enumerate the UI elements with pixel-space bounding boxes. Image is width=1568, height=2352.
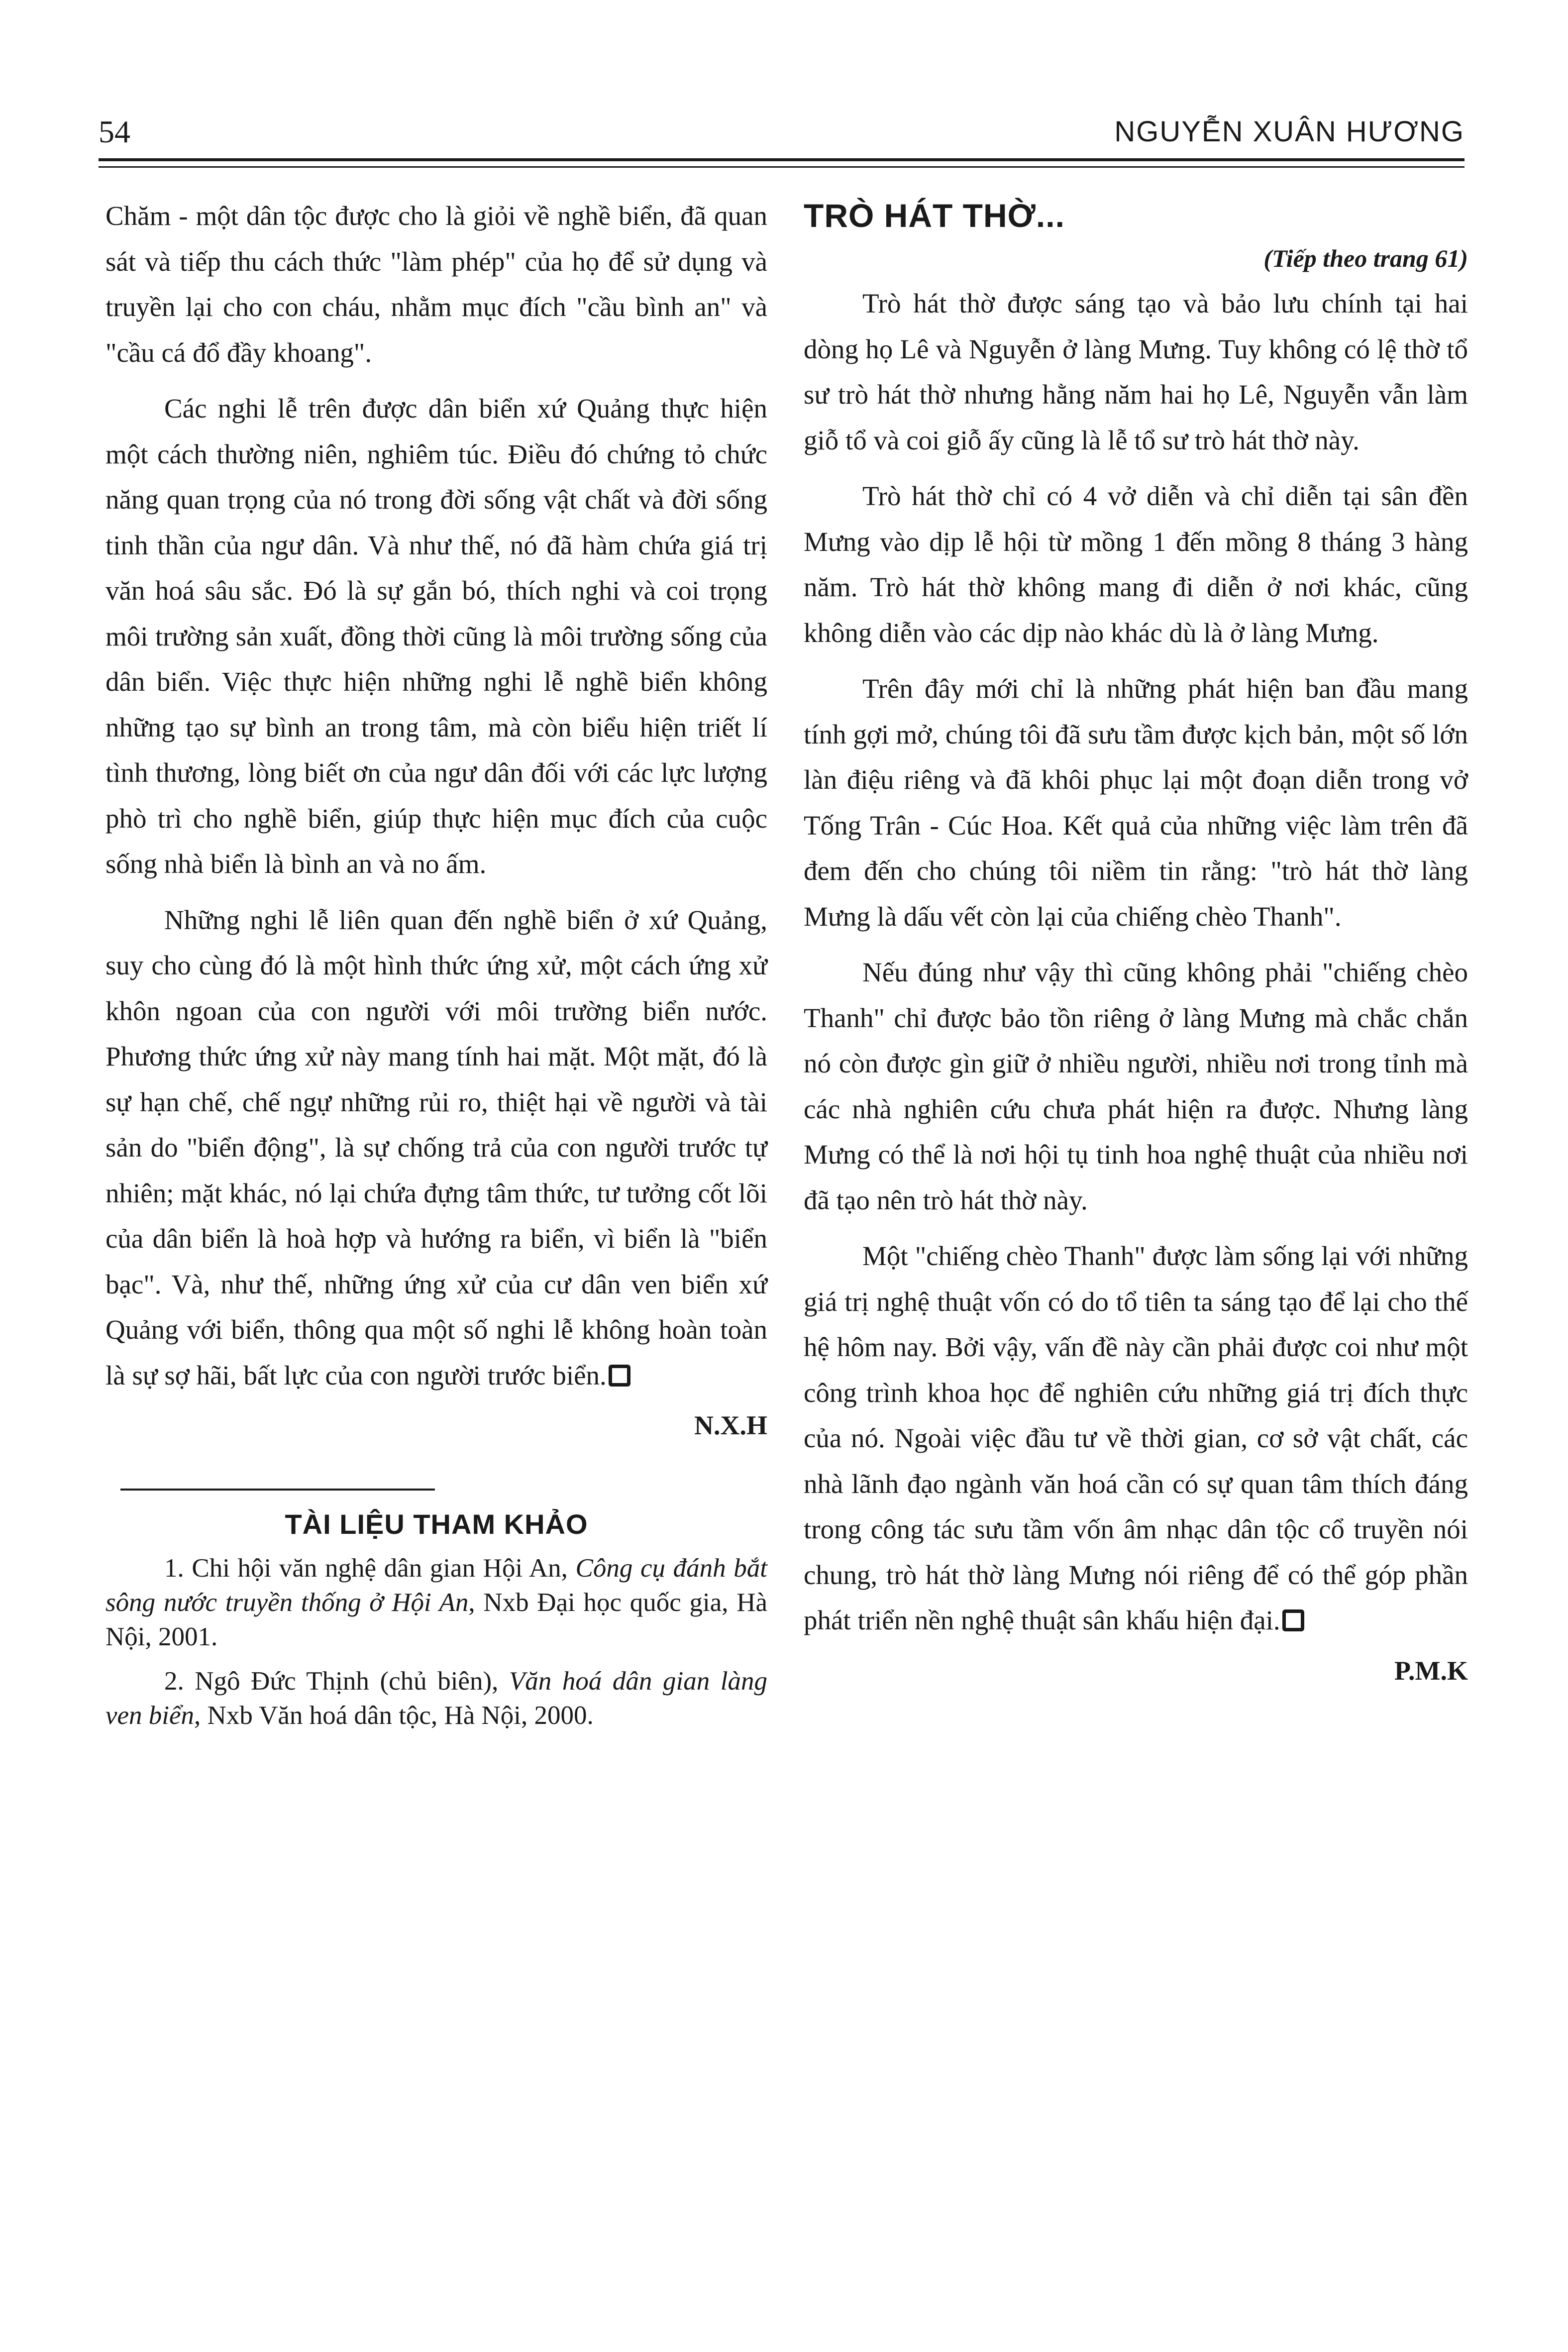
body-paragraph-final	[804, 1233, 1468, 1643]
body-paragraph: Các nghi lễ trên được dân biển xứ Quảng thực hiện một cách thường niên, nghiêm túc. Điều đó chứng tỏ chức năng quan trọng của nó trong đời sống vật chất và đời sống tinh thần của ngư dân. Và như thế, nó đã hàm chứa giá trị văn hoá sâu sắc. Đó là sự gắn bó, thích nghi và coi trọng môi trường sản xuất, đồng thời cũng là môi trường sống của dân biển. Việc thực hiện những nghi lễ nghề biển không những tạo sự bình an trong tâm, mà còn biểu hiện triết lí tình thương, lòng biết ơn của ngư dân đối với các lực lượng phò trì cho nghề biển, giúp thực hiện mục đích của cuộc sống nhà biển là bình an và no ấm.	[105, 393, 767, 879]
reference-author: 2. Ngô Đức Thịnh (chủ biên),	[164, 1667, 509, 1696]
author-signature: N.X.H	[694, 1410, 767, 1440]
header-rule-thin	[99, 166, 1464, 168]
body-paragraph-text: Những nghi lễ liên quan đến nghề biển ở xứ Quảng, suy cho cùng đó là một hình thức ứng xử, một cách ứng xử khôn ngoan của con người với môi trường biển nước. Phương thức ứng xử này mang tính hai mặt. Một mặt, đó là sự hạn chế, chế ngự những rủi ro, thiệt hại về người và tài sản do "biển động", là sự chống trả của con người trước tự nhiên; mặt khác, nó lại chứa đựng tâm thức, tư tưởng cốt lõi của dân biển là hoà hợp và hướng ra biển, vì biển là "biển bạc". Và, như thế, những ứng xử của cư dân ven biển xứ Quảng với biển, thông qua một số nghi lễ không hoàn toàn là sự sợ hãi, bất lực của con người trước biển.	[105, 904, 767, 1390]
reference-item	[105, 1551, 767, 1654]
body-paragraph-final	[105, 897, 767, 1398]
body-paragraph: Trò hát thờ được sáng tạo và bảo lưu chính tại hai dòng họ Lê và Nguyễn ở làng Mưng. Tuy không có lệ thờ tổ sư trò hát thờ nhưng hằng năm hai họ Lê, Nguyễn vẫn làm giỗ tổ và coi giỗ ấy cũng là lễ tổ sư trò hát thờ này.	[804, 288, 1468, 455]
references-divider	[120, 1489, 435, 1491]
continued-from-note: (Tiếp theo trang 61)	[1263, 244, 1468, 272]
author-signature: P.M.K	[1394, 1655, 1468, 1686]
body-paragraph-text: Một "chiếng chèo Thanh" được làm sống lại với những giá trị nghệ thuật vốn có do tổ tiên ta sáng tạo để lại cho thế hệ hôm nay. Bởi vậy, vấn đề này cần phải được coi như một công trình khoa học để nghiên cứu những giá trị đích thực của nó. Ngoài việc đầu tư về thời gian, cơ sở vật chất, các nhà lãnh đạo ngành văn hoá cần có sự quan tâm thích đáng trong công tác sưu tầm vốn âm nhạc dân tộc cổ truyền nói chung, trò hát thờ làng Mưng nói riêng để có thể góp phần phát triển nền nghệ thuật sân khấu hiện đại.	[804, 1241, 1468, 1635]
article-title: TRÒ HÁT THỜ...	[804, 197, 1065, 234]
reference-item	[105, 1664, 767, 1733]
references-heading: TÀI LIỆU THAM KHẢO	[285, 1508, 588, 1540]
end-of-article-mark	[1282, 1609, 1304, 1631]
reference-publisher: , Nxb Đại học quốc gia, Hà Nội, 2001.	[105, 1588, 767, 1651]
reference-title: Công cụ đánh bắt sông nước truyền thống ở Hội An	[105, 1554, 767, 1617]
end-of-article-mark	[609, 1365, 630, 1387]
body-paragraph: Chăm - một dân tộc được cho là giỏi về nghề biển, đã quan sát và tiếp thu cách thức "làm phép" của họ để sử dụng và truyền lại cho con cháu, nhằm mục đích "cầu bình an" và "cầu cá đổ đầy khoang".	[105, 201, 767, 368]
header-rule-thick	[99, 158, 1464, 161]
right-column	[804, 193, 1468, 1693]
body-paragraph: Trên đây mới chỉ là những phát hiện ban đầu mang tính gợi mở, chúng tôi đã sưu tầm được kịch bản, một số lớn làn điệu riêng và đã khôi phục lại một đoạn diễn trong vở Tống Trân - Cúc Hoa. Kết quả của những việc làm trên đã đem đến cho chúng tôi niềm tin rằng: "trò hát thờ làng Mưng là dấu vết còn lại của chiếng chèo Thanh".	[804, 673, 1468, 932]
running-head-author: NGUYỄN XUÂN HƯƠNG	[1114, 115, 1464, 148]
body-paragraph: Trò hát thờ chỉ có 4 vở diễn và chỉ diễn tại sân đền Mưng vào dịp lễ hội từ mồng 1 đến mồng 8 tháng 3 hàng năm. Trò hát thờ không mang đi diễn ở nơi khác, cũng không diễn vào các dịp nào khác dù là ở làng Mưng.	[804, 481, 1468, 648]
reference-author: 1. Chi hội văn nghệ dân gian Hội An,	[164, 1554, 576, 1583]
page-header	[99, 112, 1464, 164]
page-number: 54	[99, 114, 130, 149]
reference-title: Văn hoá dân gian làng ven biển	[105, 1667, 768, 1730]
left-column	[105, 193, 767, 1733]
reference-publisher: , Nxb Văn hoá dân tộc, Hà Nội, 2000.	[194, 1701, 594, 1730]
body-paragraph: Nếu đúng như vậy thì cũng không phải "chiếng chèo Thanh" chỉ được bảo tồn riêng ở làng Mưng mà chắc chắn nó còn được gìn giữ ở nhiều người, nhiều nơi trong tỉnh mà các nhà nghiên cứu chưa phát hiện ra được. Nhưng làng Mưng có thể là nơi hội tụ tinh hoa nghệ thuật của nhiều nơi đã tạo nên trò hát thờ này.	[804, 957, 1468, 1215]
